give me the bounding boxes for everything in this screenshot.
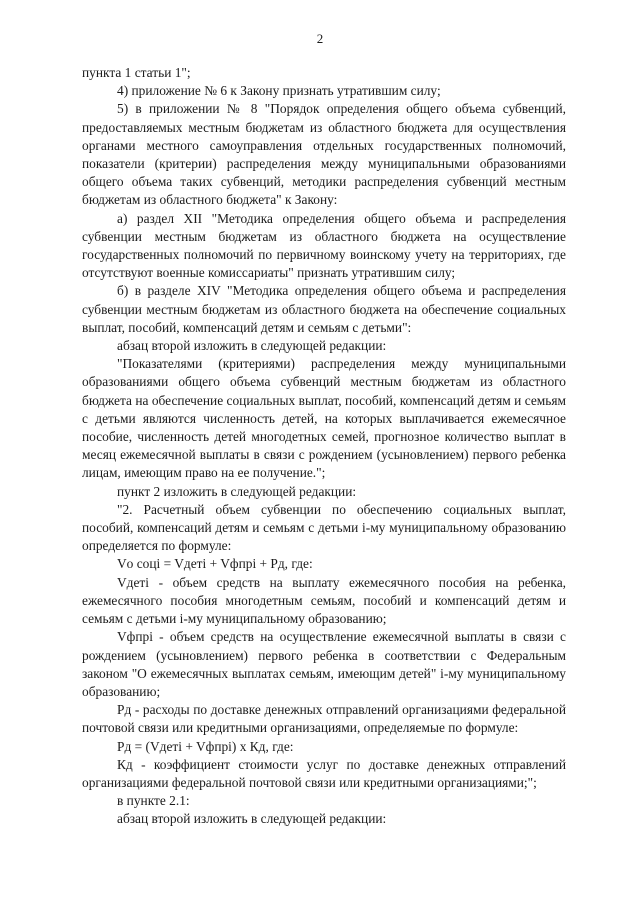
paragraph-subitem-a: а) раздел XII "Методика определения общего объема и распределения субвенции местным бюджетам из областного бюджета на осуществление государственных полномочий по первичному воинскому учету на территориях, где отсутствуют военные комиссариаты" признать утратившим силу; — [82, 210, 566, 281]
definition-kd: Кд - коэффициент стоимости услуг по доставке денежных отправлений организациями федеральной почтовой связи или кредитными организациями;"; — [82, 756, 566, 790]
paragraph-point-2-1: в пункте 2.1: — [117, 793, 190, 809]
paragraph-instruction-1: абзац второй изложить в следующей редакции: — [117, 338, 387, 354]
formula-total: Vо соцi = Vдетi + Vфпрi + Pд, где: — [117, 556, 313, 572]
paragraph-instruction-3: абзац второй изложить в следующей редакции: — [117, 811, 387, 827]
definition-vfpr: Vфпрi - объем средств на осуществление ежемесячной выплаты в связи с рождением (усыновлением) первого ребенка в соответствии с Федеральным законом "О ежемесячных выплатах семьям, имеющим детей" i-му муниципальному образованию; — [82, 629, 566, 699]
definition-vdet: Vдетi - объем средств на выплату ежемесячного пособия на ребенка, ежемесячного пособия многодетным семьям, пособий и компенсаций детям и семьям с детьми i-му муниципальному образованию; — [82, 574, 566, 627]
paragraph-item-4: 4) приложение № 6 к Закону признать утратившим силу; — [117, 83, 441, 99]
page-number: 2 — [316, 31, 324, 46]
definition-rd: Pд - расходы по доставке денежных отправлений организациями федеральной почтовой связи или кредитными организациями, определяемые по формуле: — [82, 702, 566, 736]
paragraph-criteria: "Показателями (критериями) распределения между муниципальными образованиями общего объема субвенций местным бюджетам из областного бюджета на обеспечение социальных выплат, пособий, компенсаций детям и семьям с детьми являются численность детей, на которых выплачивается ежемесячное пособие, численность детей многодетных семей, прогнозное количество выплат в месяц ежемесячной выплаты в связи с рождением (усыновлением) первого ребенка лицам, имеющим право на ее получение."; — [82, 356, 566, 481]
paragraph-continuation: пункта 1 статьи 1"; — [82, 65, 191, 80]
paragraph-item-5: 5) в приложении № 8 "Порядок определения общего объема субвенций, предоставляемых местным бюджетам из областного бюджета для осуществления органами местного самоуправления отдельных государственных полномочий, показатели (критерии) распределения между муниципальными образованиями общего объема таких субвенций, методики распределения субвенций местным бюджетам из областного бюджета" к Закону: — [82, 101, 566, 208]
paragraph-instruction-2: пункт 2 изложить в следующей редакции: — [117, 483, 357, 499]
formula-delivery: Pд = (Vдетi + Vфпрi) x Кд, где: — [117, 738, 294, 754]
paragraph-point-2: "2. Расчетный объем субвенции по обеспечению социальных выплат, пособий, компенсаций детям и семьям с детьми i-му муниципальному образованию определяется по формуле: — [82, 501, 566, 554]
document-body — [82, 64, 566, 829]
paragraph-subitem-b: б) в разделе XIV "Методика определения общего объема и распределения субвенции местным бюджетам из областного бюджета на обеспечение социальных выплат, пособий, компенсаций детям и семьям с детьми": — [82, 283, 566, 335]
